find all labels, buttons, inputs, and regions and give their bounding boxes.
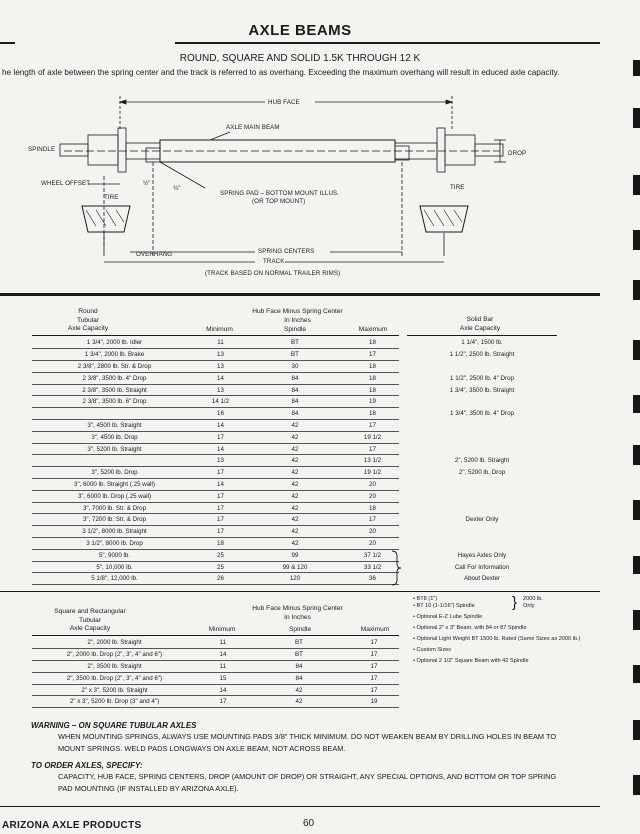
round-maximum-cell: 37 1/2 <box>346 549 399 561</box>
spring-pad-label: SPRING PAD – BOTTOM MOUNT ILLUS. <box>220 190 340 197</box>
round-spindle-cell: 42 <box>244 455 346 467</box>
spacer-cell <box>399 431 407 443</box>
round-minimum-cell: 14 <box>197 420 244 432</box>
solid-bar-cell <box>407 479 557 491</box>
table-brace <box>390 550 402 586</box>
round-maximum-cell: 13 1/2 <box>346 455 399 467</box>
round-capacity-cell: 1 3/4", 2000 lb. Brake <box>32 349 197 361</box>
square-axle-table <box>32 637 399 708</box>
solid-bar-cell: 1 3/4", 3500 lb. Straight <box>449 386 515 394</box>
right-hub <box>445 135 475 165</box>
hub-face-label: HUB FACE <box>268 99 300 106</box>
header-rule-left <box>0 42 15 44</box>
left-spring-pad <box>146 148 160 162</box>
option-note: • Optional Light Weight BT 1500 lb. Rated (Same Sizes as 2000 lb.) <box>413 636 581 642</box>
option-note: • Optional E-Z Lube Spindle <box>413 614 483 620</box>
solid-header: Solid Bar Axle Capacity <box>459 316 501 332</box>
track-note: (TRACK BASED ON NORMAL TRAILER RIMS) <box>205 270 341 277</box>
table-row <box>32 431 557 443</box>
round-capacity-cell: 2 3/8", 3500 lb. 6" Drop <box>32 396 197 408</box>
spring-centers-label: SPRING CENTERS <box>258 248 315 255</box>
table-row <box>32 549 557 561</box>
round-minimum-cell: 14 1/2 <box>197 396 244 408</box>
solid-bar-cell <box>407 361 557 373</box>
round-spindle-cell: 42 <box>244 431 346 443</box>
round-spindle-cell: 84 <box>244 384 346 396</box>
tire-right-label: TIRE <box>450 184 465 191</box>
round-minimum-cell: 14 <box>197 372 244 384</box>
round-spindle-cell: 42 <box>244 514 346 526</box>
binder-mark <box>633 445 640 465</box>
round-minimum-cell: 17 <box>197 490 244 502</box>
square-capacity-cell: 2", 3500 lb. Drop (2", 3", 4" and 6") <box>32 672 197 684</box>
square-maximum-cell: 17 <box>349 637 399 649</box>
table-row <box>32 372 557 384</box>
square-capacity-cell: 2" x 3", 5200 lb. Straight <box>32 684 197 696</box>
binder-mark <box>633 108 640 128</box>
round-spindle-cell: BT <box>244 349 346 361</box>
square-hub-header: Hub Face Minus Spring Center In Inches <box>252 605 343 621</box>
round-spindle-cell: 99 <box>244 549 346 561</box>
warning-body: WHEN MOUNTING SPRINGS, ALWAYS USE MOUNTING PADS 3/8" THICK MINIMUM. DO NOT WEAKEN BEAM BY DRILLING HOLES IN BEAM TO MOUNT SPRINGS. WELD PADS LONGWAYS ON AXLE BEAM, NOT ACROSS BEAM. <box>58 732 557 753</box>
square-spindle-cell: 42 <box>249 696 349 708</box>
solid-bar-cell <box>407 538 557 550</box>
table-row <box>32 538 557 550</box>
round-spindle-cell: 42 <box>244 502 346 514</box>
spindle-label: SPINDLE <box>28 146 56 153</box>
round-maximum-cell: 19 1/2 <box>346 467 399 479</box>
round-maximum-cell: 17 <box>346 349 399 361</box>
square-spindle-cell: BT <box>249 649 349 661</box>
round-spindle-cell: 42 <box>244 420 346 432</box>
square-col-max: Maximum <box>360 626 390 633</box>
spacer-cell <box>399 372 407 384</box>
solid-bar-cell <box>407 396 557 408</box>
notes-list <box>413 614 588 665</box>
section-rule <box>0 293 600 296</box>
solid-bar-cell <box>407 490 557 502</box>
wheel-offset-label: WHEEL OFFSET <box>41 180 91 187</box>
round-capacity-cell: 5", 10,000 lb. <box>32 561 197 573</box>
square-maximum-cell: 17 <box>349 649 399 661</box>
round-maximum-cell: 20 <box>346 526 399 538</box>
square-cap-header: Square and Rectangular Tubular Axle Capacity <box>54 608 126 632</box>
overhang-label: OVERHANG <box>136 251 173 258</box>
spacer-cell <box>399 408 407 420</box>
round-minimum-cell: 13 <box>197 361 244 373</box>
round-minimum-cell: 13 <box>197 349 244 361</box>
binder-mark <box>633 280 640 300</box>
table-row <box>32 661 399 673</box>
hub-face-arrow <box>120 100 126 104</box>
round-col-spindle: Spindle <box>284 326 306 333</box>
round-maximum-cell: 18 <box>346 337 399 349</box>
half-inch-label: ½" <box>143 180 151 187</box>
drop-label: DROP <box>508 150 527 157</box>
round-col-min: Minimum <box>206 326 233 333</box>
round-col-max: Maximum <box>358 326 388 333</box>
square-capacity-cell: 2" x 3", 5200 lb. Drop (3" and 4") <box>32 696 197 708</box>
spacer-cell <box>399 455 407 467</box>
round-maximum-cell: 18 <box>346 361 399 373</box>
spacer-cell <box>399 502 407 514</box>
axle-diagram <box>0 88 600 288</box>
table-row <box>32 672 399 684</box>
option-note: • Optional 2" x 3" Beam, with 84 or 87 Spindle <box>413 625 527 631</box>
round-spindle-cell: 84 <box>244 396 346 408</box>
square-minimum-cell: 17 <box>197 696 249 708</box>
round-cap-header: Round Tubular Axle Capacity <box>67 308 109 332</box>
round-capacity-cell: 3", 6000 lb. Straight (.25 wall) <box>32 479 197 491</box>
spacer-cell <box>399 337 407 349</box>
square-col-min: Minimum <box>208 626 236 633</box>
round-capacity-cell <box>32 455 197 467</box>
round-spindle-cell: 42 <box>244 467 346 479</box>
round-capacity-cell: 3", 4500 lb. Drop <box>32 431 197 443</box>
round-maximum-cell: 33 1/2 <box>346 561 399 573</box>
round-minimum-cell: 17 <box>197 502 244 514</box>
table-row <box>32 514 557 526</box>
solid-bar-cell: Call For Information <box>454 563 510 571</box>
round-maximum-cell: 17 <box>346 420 399 432</box>
left-tire-tread <box>86 210 124 226</box>
binder-mark <box>633 395 640 413</box>
round-capacity-cell: 3", 5200 lb. Straight <box>32 443 197 455</box>
binder-mark <box>633 610 640 630</box>
axle-main-beam-label: AXLE MAIN BEAM <box>226 124 280 131</box>
round-spindle-cell: 42 <box>244 538 346 550</box>
spacer-cell <box>399 443 407 455</box>
bt-note-brace: } <box>512 594 518 611</box>
binder-mark <box>633 556 640 574</box>
round-spindle-cell: 84 <box>244 372 346 384</box>
round-minimum-cell: 17 <box>197 514 244 526</box>
round-maximum-cell: 20 <box>346 479 399 491</box>
round-capacity-cell: 2 3/8", 3500 lb. Straight <box>32 384 197 396</box>
hub-face-arrow <box>446 100 452 104</box>
spacer-cell <box>399 479 407 491</box>
square-capacity-cell: 2", 2000 lb. Straight <box>32 637 197 649</box>
solid-bar-cell <box>407 443 557 455</box>
order-title: TO ORDER AXLES, SPECIFY: <box>31 761 143 770</box>
solid-bar-cell <box>407 502 557 514</box>
right-tire-tread <box>424 210 462 226</box>
square-spindle-cell: 42 <box>249 684 349 696</box>
binder-mark <box>633 500 640 520</box>
table-row <box>32 455 557 467</box>
round-hub-header: Hub Face Minus Spring Center In Inches <box>252 308 343 324</box>
right-tire <box>420 206 468 232</box>
round-minimum-cell: 13 <box>197 384 244 396</box>
spacer-cell <box>399 384 407 396</box>
round-capacity-cell: 3", 6000 lb. Drop (.25 wall) <box>32 490 197 502</box>
page-subtitle: ROUND, SQUARE AND SOLID 1.5K THROUGH 12 K <box>179 53 421 64</box>
solid-bar-cell: About Dexter <box>463 575 501 583</box>
three-quarter-inch-label: ¾" <box>173 185 181 192</box>
solid-header-rule <box>407 335 557 336</box>
table-row <box>32 526 557 538</box>
square-minimum-cell: 11 <box>197 661 249 673</box>
round-capacity-cell: 3 1/2", 8000 lb. Drop <box>32 538 197 550</box>
round-maximum-cell: 19 1/2 <box>346 431 399 443</box>
left-hub <box>88 135 118 165</box>
table-row <box>32 420 557 432</box>
round-capacity-cell: 3 1/2", 8000 lb. Straight <box>32 526 197 538</box>
table-row <box>32 349 557 361</box>
round-spindle-cell: BT <box>244 337 346 349</box>
round-minimum-cell: 17 <box>197 431 244 443</box>
round-maximum-cell: 17 <box>346 514 399 526</box>
round-spindle-cell: 42 <box>244 443 346 455</box>
solid-bar-cell: 1 1/2", 2500 lb. 4" Drop <box>450 374 514 382</box>
bt-spindle-note: • BT8 (1") • BT 10 (1-1/16") Spindle } 2000 lb. Only <box>413 594 543 611</box>
table-row <box>32 396 557 408</box>
left-hub-face <box>118 128 126 172</box>
option-note: • Custom Sizes <box>413 647 452 653</box>
round-minimum-cell: 26 <box>197 573 244 585</box>
table-row <box>32 637 399 649</box>
spacer-cell <box>399 514 407 526</box>
round-minimum-cell: 16 <box>197 408 244 420</box>
options-notes <box>413 596 588 669</box>
binder-mark <box>633 175 640 195</box>
round-maximum-cell: 17 <box>346 443 399 455</box>
round-maximum-cell: 18 <box>346 384 399 396</box>
intro-text: he length of axle between the spring center and the track is referred to as overhang. Exceeding the maximum overhang will result in educed axle capacity. <box>2 68 560 77</box>
binder-mark <box>633 60 640 76</box>
warning-title: WARNING – ON SQUARE TUBULAR AXLES <box>31 721 197 730</box>
square-minimum-cell: 14 <box>197 684 249 696</box>
table-row <box>32 337 557 349</box>
binder-mark <box>633 340 640 360</box>
spacer-cell <box>399 361 407 373</box>
solid-bar-cell: 2", 5200 lb. Straight <box>454 457 510 465</box>
round-maximum-cell: 18 <box>346 372 399 384</box>
solid-bar-cell <box>407 431 557 443</box>
table-row <box>32 479 557 491</box>
round-maximum-cell: 36 <box>346 573 399 585</box>
round-spindle-cell: 99 & 120 <box>244 561 346 573</box>
page-title: AXLE BEAMS <box>248 22 352 39</box>
round-capacity-cell: 3", 5200 lb. Drop <box>32 467 197 479</box>
round-spindle-cell: 42 <box>244 490 346 502</box>
track-label: TRACK <box>263 258 285 265</box>
round-minimum-cell: 18 <box>197 538 244 550</box>
round-header-rule <box>32 335 399 336</box>
round-minimum-cell: 25 <box>197 549 244 561</box>
binder-mark <box>633 230 640 250</box>
order-body: CAPACITY, HUB FACE, SPRING CENTERS, DROP (AMOUNT OF DROP) OR STRAIGHT, ANY SPECIAL OPTIONS, AND BOTTOM OR TOP SPRING PAD MOUNTING (IF INSTALLED BY ARIZONA AXLE). <box>58 772 557 793</box>
right-spring-pad <box>395 146 409 160</box>
solid-bar-cell: 1 1/2", 2500 lb. Straight <box>449 351 515 359</box>
solid-bar-cell <box>407 526 557 538</box>
mid-rule <box>0 591 600 592</box>
round-minimum-cell: 13 <box>197 455 244 467</box>
square-minimum-cell: 14 <box>197 649 249 661</box>
spring-pad-leader <box>160 162 205 188</box>
page-number: 60 <box>303 818 315 829</box>
round-minimum-cell: 25 <box>197 561 244 573</box>
round-maximum-cell: 18 <box>346 502 399 514</box>
solid-bar-cell: 2", 5200 lb. Drop <box>458 469 506 477</box>
round-capacity-cell: 3", 4500 lb. Straight <box>32 420 197 432</box>
round-spindle-cell: 120 <box>244 573 346 585</box>
spacer-cell <box>399 490 407 502</box>
beam-leader <box>210 132 230 140</box>
round-capacity-cell <box>32 408 197 420</box>
round-capacity-cell: 3", 7000 lb. Str. & Drop <box>32 502 197 514</box>
solid-bar-cell: Dexter Only <box>465 516 499 524</box>
round-spindle-cell: 42 <box>244 526 346 538</box>
table-row <box>32 561 557 573</box>
round-minimum-cell: 14 <box>197 479 244 491</box>
round-spindle-cell: 30 <box>244 361 346 373</box>
header-rule <box>175 42 600 44</box>
square-spindle-cell: 84 <box>249 661 349 673</box>
square-minimum-cell: 15 <box>197 672 249 684</box>
table-row <box>32 649 399 661</box>
left-tire <box>82 206 130 232</box>
binder-mark <box>633 665 640 683</box>
tire-left-label: TIRE <box>104 194 119 201</box>
round-maximum-cell: 20 <box>346 490 399 502</box>
round-spindle-cell: 42 <box>244 479 346 491</box>
table-row <box>32 384 557 396</box>
footer-company: ARIZONA AXLE PRODUCTS <box>2 820 142 831</box>
table-row <box>32 361 557 373</box>
round-capacity-cell: 5", 9000 lb. <box>32 549 197 561</box>
square-maximum-cell: 19 <box>349 696 399 708</box>
round-capacity-cell: 3", 7200 lb. Str. & Drop <box>32 514 197 526</box>
round-minimum-cell: 17 <box>197 467 244 479</box>
solid-bar-cell: 1 3/4", 3500 lb. 4" Drop <box>450 410 514 418</box>
table-row <box>32 467 557 479</box>
round-capacity-cell: 5 1/8", 12,000 lb. <box>32 573 197 585</box>
round-minimum-cell: 17 <box>197 526 244 538</box>
table-row <box>32 443 557 455</box>
right-hub-face <box>437 128 445 172</box>
round-capacity-cell: 2 3/8", 3500 lb. 4" Drop <box>32 372 197 384</box>
table-row <box>32 573 557 585</box>
option-note: • Optional 2 1/2" Square Beam with 42 Spindle <box>413 658 529 664</box>
square-spindle-cell: 84 <box>249 672 349 684</box>
table-row <box>32 408 557 420</box>
binder-mark <box>633 775 640 795</box>
spacer-cell <box>399 526 407 538</box>
spacer-cell <box>399 467 407 479</box>
table-row <box>32 490 557 502</box>
spring-pad-label-2: (OR TOP MOUNT) <box>252 198 306 205</box>
square-minimum-cell: 11 <box>197 637 249 649</box>
round-spindle-cell: 84 <box>244 408 346 420</box>
left-spindle <box>60 144 88 156</box>
square-col-spindle: Spindle <box>289 626 311 633</box>
square-maximum-cell: 17 <box>349 661 399 673</box>
solid-bar-cell <box>407 420 557 432</box>
round-capacity-cell: 2 3/8", 2800 lb. Str. & Drop <box>32 361 197 373</box>
table-row <box>32 696 399 708</box>
square-maximum-cell: 17 <box>349 672 399 684</box>
table-row <box>32 684 399 696</box>
footer-rule <box>0 806 600 807</box>
spacer-cell <box>399 420 407 432</box>
round-maximum-cell: 18 <box>346 408 399 420</box>
table-row <box>32 502 557 514</box>
spacer-cell <box>399 349 407 361</box>
round-maximum-cell: 20 <box>346 538 399 550</box>
round-capacity-cell: 1 3/4", 2000 lb. Idler <box>32 337 197 349</box>
spacer-cell <box>399 396 407 408</box>
round-maximum-cell: 19 <box>346 396 399 408</box>
spacer-cell <box>399 538 407 550</box>
square-header-rule <box>32 635 399 636</box>
binder-mark <box>633 720 640 740</box>
round-minimum-cell: 11 <box>197 337 244 349</box>
solid-bar-cell: Hayes Axles Only <box>457 551 507 559</box>
round-axle-table <box>32 337 557 585</box>
bt-right-note: 2000 lb. Only <box>523 596 543 609</box>
square-capacity-cell: 2", 3500 lb. Straight <box>32 661 197 673</box>
square-maximum-cell: 17 <box>349 684 399 696</box>
square-capacity-cell: 2", 2000 lb. Drop (2", 3", 4" and 6") <box>32 649 197 661</box>
square-spindle-cell: BT <box>249 637 349 649</box>
right-spindle <box>475 144 503 156</box>
round-minimum-cell: 14 <box>197 443 244 455</box>
solid-bar-cell: 1 1/4", 1500 lb. <box>461 339 503 347</box>
